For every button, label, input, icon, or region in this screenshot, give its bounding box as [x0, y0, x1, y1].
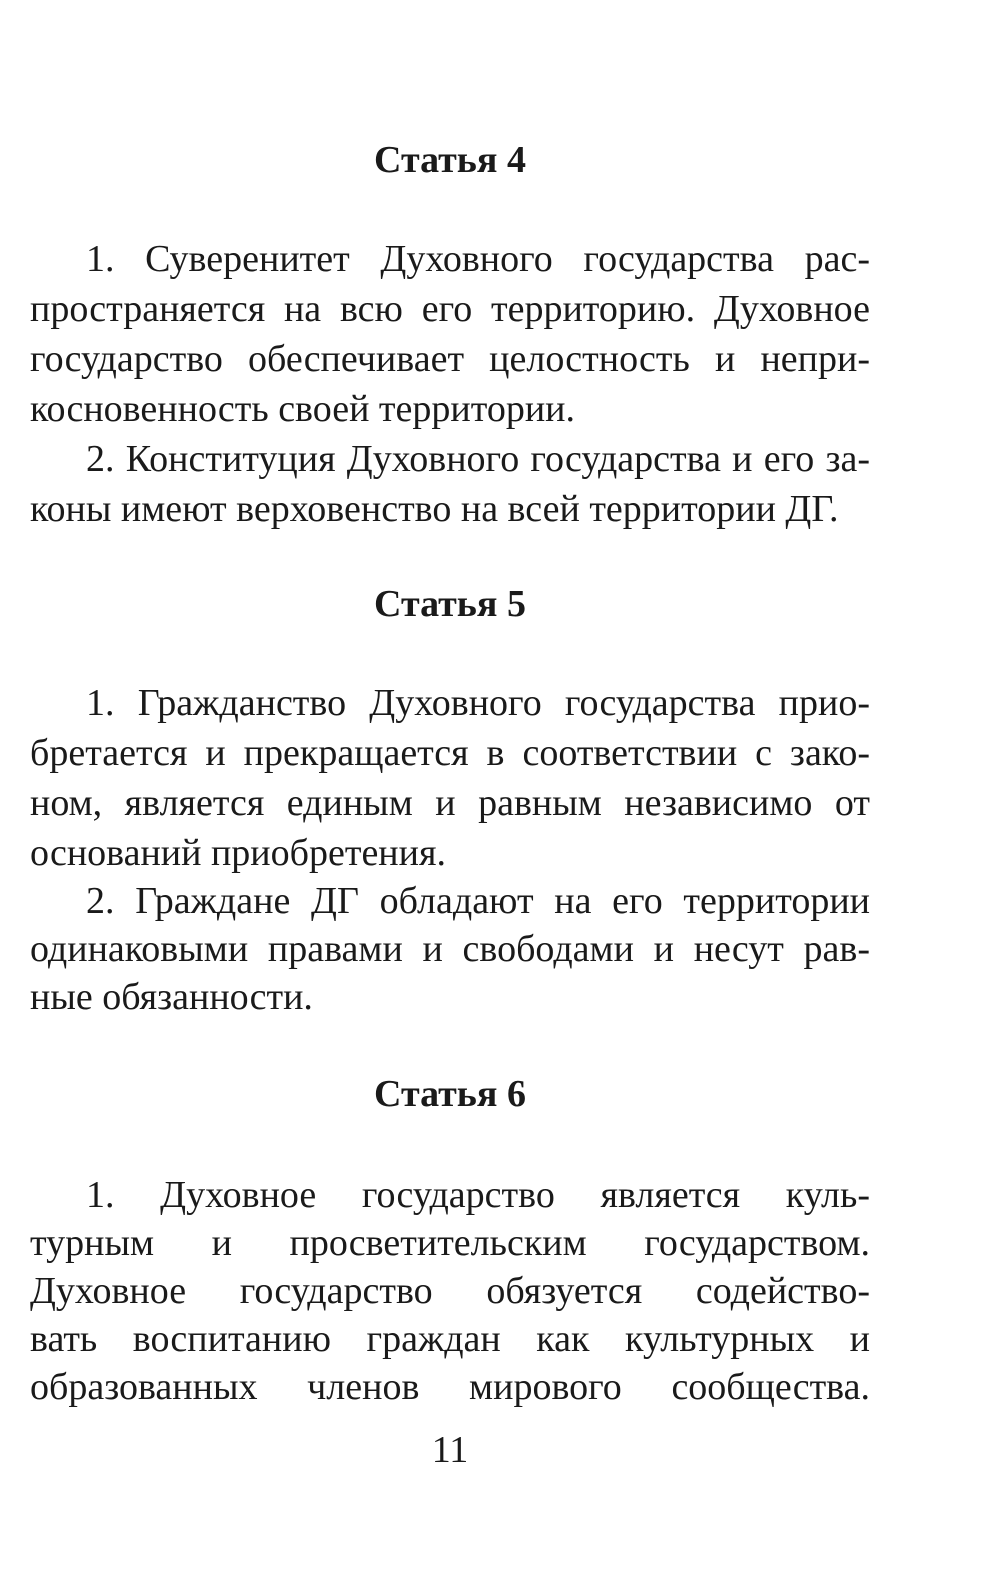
text-line: государство обеспечивает целостность и непри-	[30, 338, 870, 380]
text-line: образованных членов мирового сообщества.	[30, 1366, 870, 1408]
text-line: косновенность своей территории.	[30, 388, 575, 430]
article-heading: Статья 6	[374, 1073, 526, 1115]
text-line: турным и просветительским государством.	[30, 1222, 870, 1264]
text-line: 2. Граждане ДГ обладают на его территории	[86, 880, 870, 922]
text-line: ном, является единым и равным независимо от	[30, 782, 870, 824]
text-line: 1. Духовное государство является куль-	[86, 1174, 870, 1216]
text-line: ные обязанности.	[30, 976, 313, 1018]
text-line: Духовное государство обязуется содейство-	[30, 1270, 870, 1312]
text-line: одинаковыми правами и свободами и несут рав-	[30, 928, 870, 970]
document-page	[30, 0, 870, 1572]
text-line: оснований приобретения.	[30, 832, 446, 874]
text-line: пространяется на всю его территорию. Духовное	[30, 288, 870, 330]
text-line: бретается и прекращается в соответствии с зако-	[30, 732, 870, 774]
text-line: коны имеют верховенство на всей территории ДГ.	[30, 488, 839, 530]
article-heading: Статья 4	[374, 139, 526, 181]
text-line: 1. Гражданство Духовного государства прио-	[86, 682, 870, 724]
page-number: 11	[431, 1429, 469, 1471]
text-line: вать воспитанию граждан как культурных и	[30, 1318, 870, 1360]
text-line: 1. Суверенитет Духовного государства рас-	[86, 238, 870, 280]
article-heading: Статья 5	[374, 583, 526, 625]
text-line: 2. Конституция Духовного государства и его за-	[86, 438, 870, 480]
